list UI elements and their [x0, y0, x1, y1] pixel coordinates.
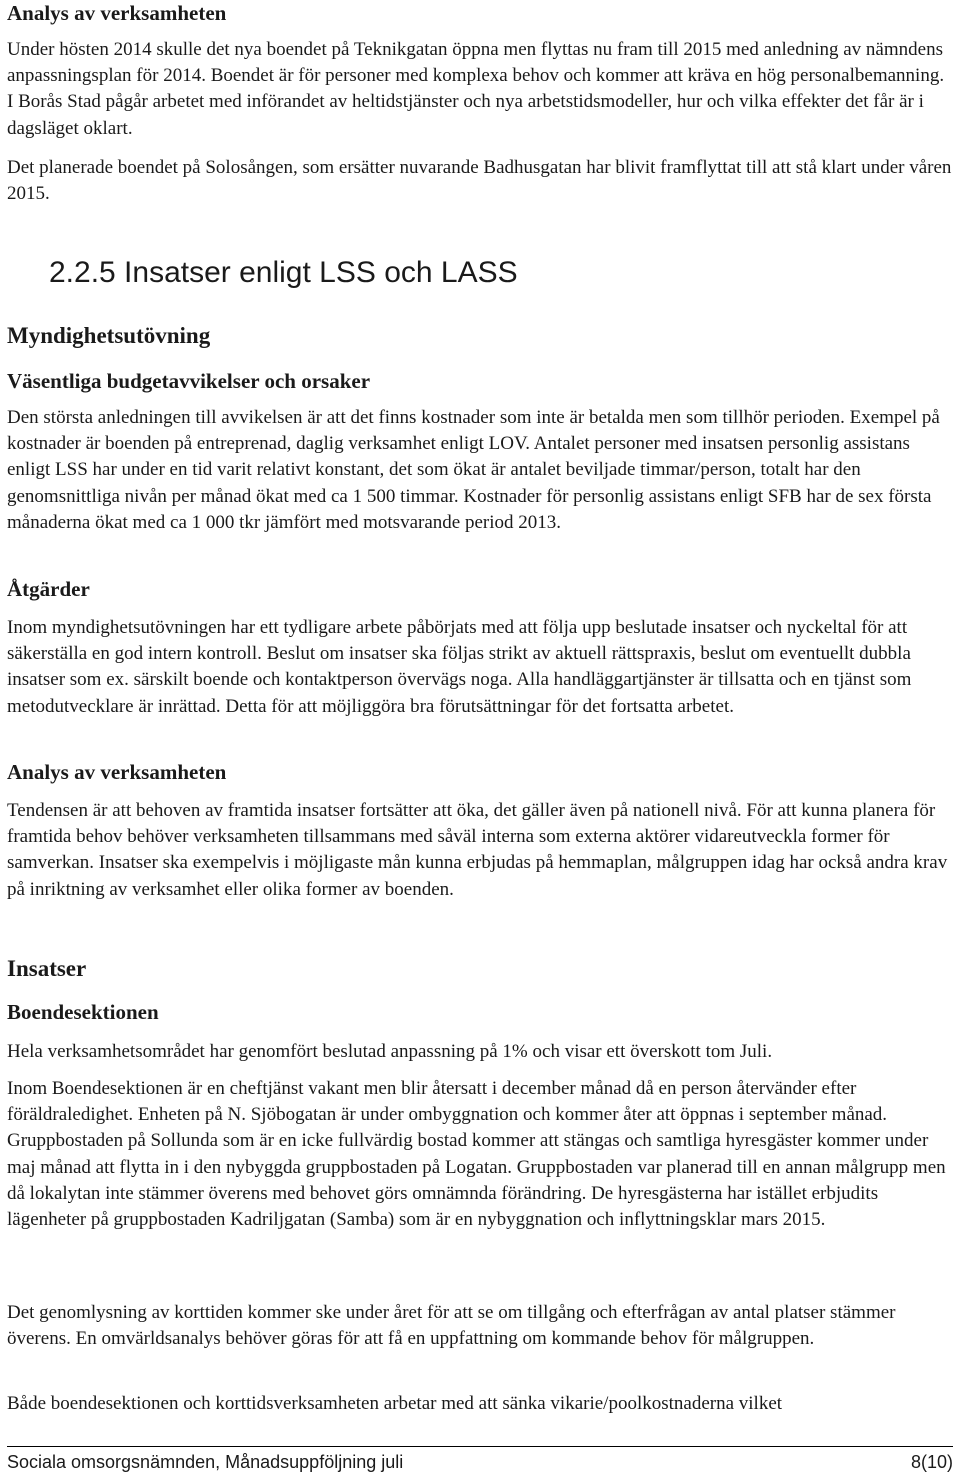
paragraph: Både boendesektionen och korttidsverksamheten arbetar med att sänka vikarie/poolkostnaderna vilket: [7, 1393, 783, 1414]
minor-heading: Åtgärder: [7, 577, 90, 601]
minor-heading: Boendesektionen: [7, 1000, 159, 1024]
footer-title: Sociala omsorgsnämnden, Månadsuppföljning juli: [7, 1452, 404, 1472]
paragraph: Inom Boendesektionen är en cheftjänst vakant men blir återsatt i december månad då en person återvänder efter föräldraledighet. Enheten på N. Sjöbogatan är under ombyggnation och kommer åter att öppnas i september månad. Gruppbostaden på Sollunda som är en icke fullvärdig bostad kommer att stängas och samtliga hyresgäster kommer under maj månad att flytta in i den nybyggda gruppbostaden på Logatan. Gruppbostaden var planerad till en annan målgrupp men då lokalytan inte stämmer överens med behovet görs omnämnda förändring. De hyresgästerna har istället erbjudits lägenheter på gruppbostaden Kadriljgatan (Samba) som är en nybyggnation och inflyttningsklar mars 2015.: [7, 1078, 946, 1231]
paragraph: Under hösten 2014 skulle det nya boendet på Teknikgatan öppna men flyttas nu fram till 2015 med anledning av nämndens anpassningsplan för 2014. Boendet är för personer med komplexa behov och kommer att kräva en hög personalbemanning. I Borås Stad pågår arbetet med införandet av heltidstjänster och nya arbetstidsmodeller, hur och vilka effekter det får är i dagsläget oklart.: [7, 39, 945, 139]
paragraph: Den största anledningen till avvikelsen är att det finns kostnader som inte är betalda men som tillhör perioden. Exempel på kostnader är boenden på entreprenad, daglig verksamhet enligt LOV. Antalet personer med insatsen personlig assistans enligt LSS har under en tid varit relativt konstant, det som ökat är antalet beviljade timmar/person, totalt har den genomsnittliga nivån per månad ökat med ca 1 500 timmar. Kostnader för personlig assistans enligt SFB har de sex första månaderna ökat med ca 1 000 tkr jämfört med motsvarande period 2013.: [7, 407, 940, 533]
paragraph: Hela verksamhetsområdet har genomfört beslutad anpassning på 1% och visar ett överskott tom Juli.: [7, 1041, 773, 1062]
footer-divider: [7, 1446, 953, 1447]
page-footer: [7, 1451, 953, 1473]
chapter-heading: 2.2.5 Insatser enligt LSS och LASS: [49, 256, 518, 289]
paragraph: Det planerade boendet på Solosången, som ersätter nuvarande Badhusgatan har blivit framflyttat till att stå klart under våren 2015.: [7, 157, 952, 205]
paragraph: Det genomlysning av korttiden kommer ske under året för att se om tillgång och efterfrågan av antal platser stämmer överens. En omvärldsanalys behöver göras för att få en uppfattning om kommande behov för målgruppen.: [7, 1302, 896, 1350]
sub-heading: Myndighetsutövning: [7, 323, 211, 348]
paragraph: Inom myndighetsutövningen har ett tydligare arbete påbörjats med att följa upp beslutade insatser och nyckeltal för att säkerställa en god intern kontroll. Beslut om insatser ska följas strikt av aktuell rättspraxis, beslut om eventuellt dubbla insatser som ex. särskilt boende och kontaktperson övervägs noga. Alla handläggartjänster är tillsatta och en tjänst som metodutvecklare är inrättad. Detta för att möjliggöra bra förutsättningar för det fortsatta arbetet.: [7, 617, 912, 717]
minor-heading: Analys av verksamheten: [7, 760, 227, 784]
minor-heading: Väsentliga budgetavvikelser och orsaker: [7, 369, 371, 393]
section-heading: Analys av verksamheten: [7, 1, 227, 25]
section-heading: Insatser: [7, 956, 87, 981]
page-number: 8(10): [910, 1452, 953, 1472]
paragraph: Tendensen är att behoven av framtida insatser fortsätter att öka, det gäller även på nationell nivå. För att kunna planera för framtida behov behöver verksamheten tillsammans med såväl interna som externa aktörer vidareutveckla former för samverkan. Insatser ska exempelvis i möjligaste mån kunna erbjudas på hemmaplan, målgruppen idag har också andra krav på inriktning av verksamhet eller olika former av boenden.: [7, 800, 948, 900]
